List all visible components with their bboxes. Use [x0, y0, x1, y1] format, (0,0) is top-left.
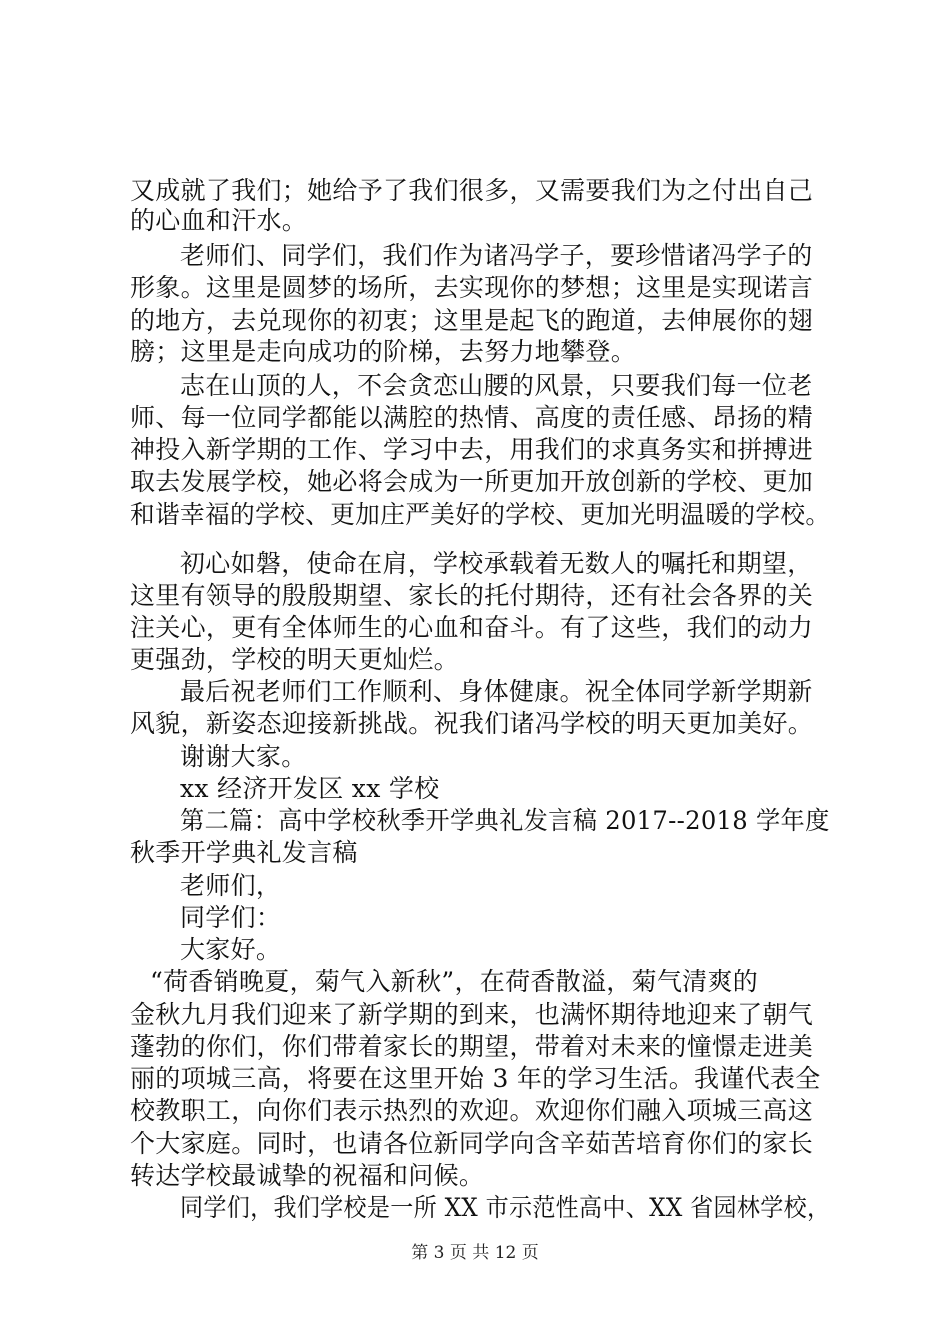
text-line: 膀；这里是走向成功的阶梯，去努力地攀登。 [130, 337, 637, 366]
text-line: 注关心，更有全体师生的心血和奋斗。有了这些，我们的动力 [130, 613, 814, 642]
text-line: 风貌，新姿态迎接新挑战。祝我们诸冯学校的明天更加美好。 [130, 709, 814, 738]
section-heading: 第二篇：高中学校秋季开学典礼发言稿 2017--2018 学年度 [180, 806, 830, 835]
text-line: xx 经济开发区 xx 学校 [180, 774, 440, 803]
text-line: 的心血和汗水。 [130, 206, 308, 235]
text-line: 转达学校最诚挚的祝福和问候。 [130, 1161, 485, 1190]
text-line: 取去发展学校，她必将会成为一所更加开放创新的学校、更加 [130, 467, 814, 496]
text-line: 老师们， [180, 871, 282, 900]
text-line: 神投入新学期的工作、学习中去，用我们的求真务实和拼搏进 [130, 435, 814, 464]
text-line: 志在山顶的人，不会贪恋山腰的风景，只要我们每一位老 [180, 371, 813, 400]
text-line: 个大家庭。同时，也请各位新同学向含辛茹苦培育你们的家长 [130, 1129, 814, 1158]
text-line: 更强劲，学校的明天更灿烂。 [130, 645, 459, 674]
text-line: 同学们： [180, 903, 282, 932]
text-line: 老师们、同学们，我们作为诸冯学子，要珍惜诸冯学子的 [180, 241, 813, 270]
text-line: 最后祝老师们工作顺利、身体健康。祝全体同学新学期新 [180, 677, 813, 706]
text-line: 大家好。 [180, 935, 282, 964]
text-line: 师、每一位同学都能以满腔的热情、高度的责任感、昂扬的精 [130, 403, 814, 432]
text-line: 这里有领导的殷殷期望、家长的托付期待，还有社会各界的关 [130, 581, 814, 610]
text-line: 和谐幸福的学校、更加庄严美好的学校、更加光明温暖的学校。 [130, 500, 831, 529]
text-line: 金秋九月我们迎来了新学期的到来，也满怀期待地迎来了朝气 [130, 1000, 814, 1029]
text-line: 蓬勃的你们，你们带着家长的期望，带着对未来的憧憬走进美 [130, 1032, 814, 1061]
page-footer: 第 3 页 共 12 页 [411, 1243, 539, 1263]
text-line: 初心如磐，使命在肩，学校承载着无数人的嘱托和期望， [180, 549, 813, 578]
text-line: 又成就了我们；她给予了我们很多，又需要我们为之付出自己 [130, 176, 814, 205]
text-line: 的地方，去兑现你的初衷；这里是起飞的跑道，去伸展你的翅 [130, 306, 814, 335]
text-line: 校教职工，向你们表示热烈的欢迎。欢迎你们融入项城三高这 [130, 1096, 814, 1125]
text-line: 形象。这里是圆梦的场所，去实现你的梦想；这里是实现诺言 [130, 273, 814, 302]
text-line: 同学们，我们学校是一所 XX 市示范性高中、XX 省园林学校， [180, 1193, 831, 1222]
text-line: “荷香销晚夏，菊气入新秋”，在荷香散溢，菊气清爽的 [150, 967, 759, 996]
section-heading: 秋季开学典礼发言稿 [130, 838, 358, 867]
text-line: 丽的项城三高，将要在这里开始 3 年的学习生活。我谨代表全 [130, 1064, 821, 1093]
text-line: 谢谢大家。 [180, 742, 307, 771]
